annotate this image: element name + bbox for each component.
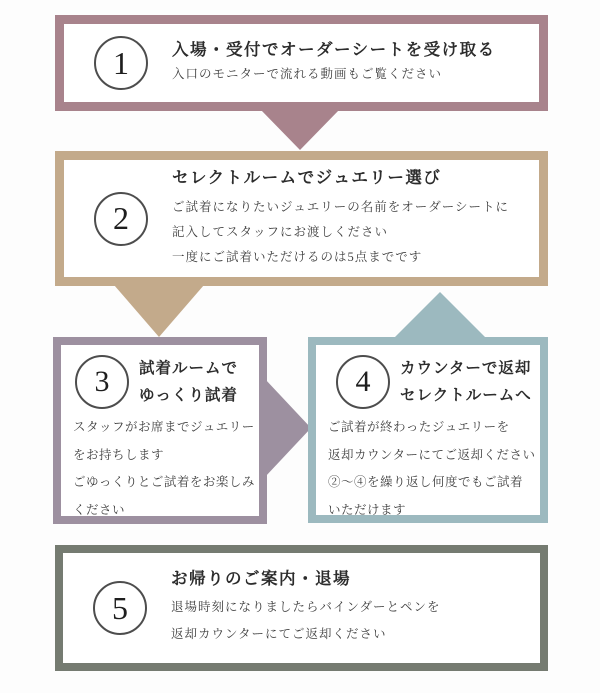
step-2-card (55, 151, 548, 286)
step-4-description-line: ご試着が終わったジュエリーを (328, 420, 510, 434)
step-3-description-line: スタッフがお席までジュエリー (73, 420, 255, 434)
step-3-title-line: 試着ルームで (139, 360, 239, 377)
arrow-right-step3-to-step4-icon (265, 379, 311, 477)
step-4-number: 4 (355, 365, 371, 398)
step-1-title: 入場・受付でオーダーシートを受け取る (172, 40, 496, 60)
arrow-up-step4-to-step2-icon (394, 292, 486, 338)
step-4-number-circle (336, 355, 390, 409)
step-5-number-circle (93, 581, 147, 635)
step-5-description-line: 返却カウンターにてご返却ください (171, 627, 387, 642)
step-3-description-line: ください (73, 502, 126, 517)
step-4-card (308, 337, 548, 523)
step-4-title-line: セレクトルームへ (400, 387, 532, 404)
step-2-description-line: 記入してスタッフにお渡しください (172, 225, 389, 240)
step-5-number: 5 (112, 589, 128, 626)
step-5-description-line: 退場時刻になりましたらバインダーとペンを (171, 600, 441, 615)
step-1-card (55, 15, 548, 111)
step-4-title (400, 355, 532, 409)
step-2-number: 2 (113, 200, 129, 236)
step-1-description: 入口のモニターで流れる動画もご覧ください (172, 66, 443, 81)
step-3-card (53, 337, 267, 524)
step-3-description-line: ごゆっくりとご試着をお楽しみ (73, 475, 255, 489)
step-4-description-line: ②～④を繰り返し何度でもご試着 (328, 475, 524, 489)
step-4-title-line: カウンターで返却 (400, 360, 532, 377)
step-2-description-line: ご試着になりたいジュエリーの名前をオーダーシートに (172, 200, 510, 215)
step-2-number-circle (94, 192, 148, 246)
arrow-down-step1-to-step2-icon (260, 109, 340, 150)
step-3-description-line: をお持ちします (73, 447, 165, 462)
step-1-number-circle (94, 36, 148, 90)
step-5-card (55, 545, 548, 671)
step-4-description-line: 返却カウンターにてご返却ください (328, 447, 536, 462)
step-2-description-line: 一度にご試着いただけるのは5点までです (172, 250, 423, 265)
step-2-title: セレクトルームでジュエリー選び (172, 167, 442, 187)
step-5-title: お帰りのご案内・退場 (171, 568, 351, 588)
step-3-number: 3 (94, 365, 110, 398)
arrow-down-step2-to-step3-icon (114, 285, 204, 337)
step-3-title (139, 355, 238, 409)
step-4-description-line: いただけます (328, 502, 407, 517)
step-3-number-circle (75, 355, 129, 409)
step-1-number: 1 (113, 44, 129, 81)
step-3-title-line: ゆっくり試着 (139, 387, 238, 404)
